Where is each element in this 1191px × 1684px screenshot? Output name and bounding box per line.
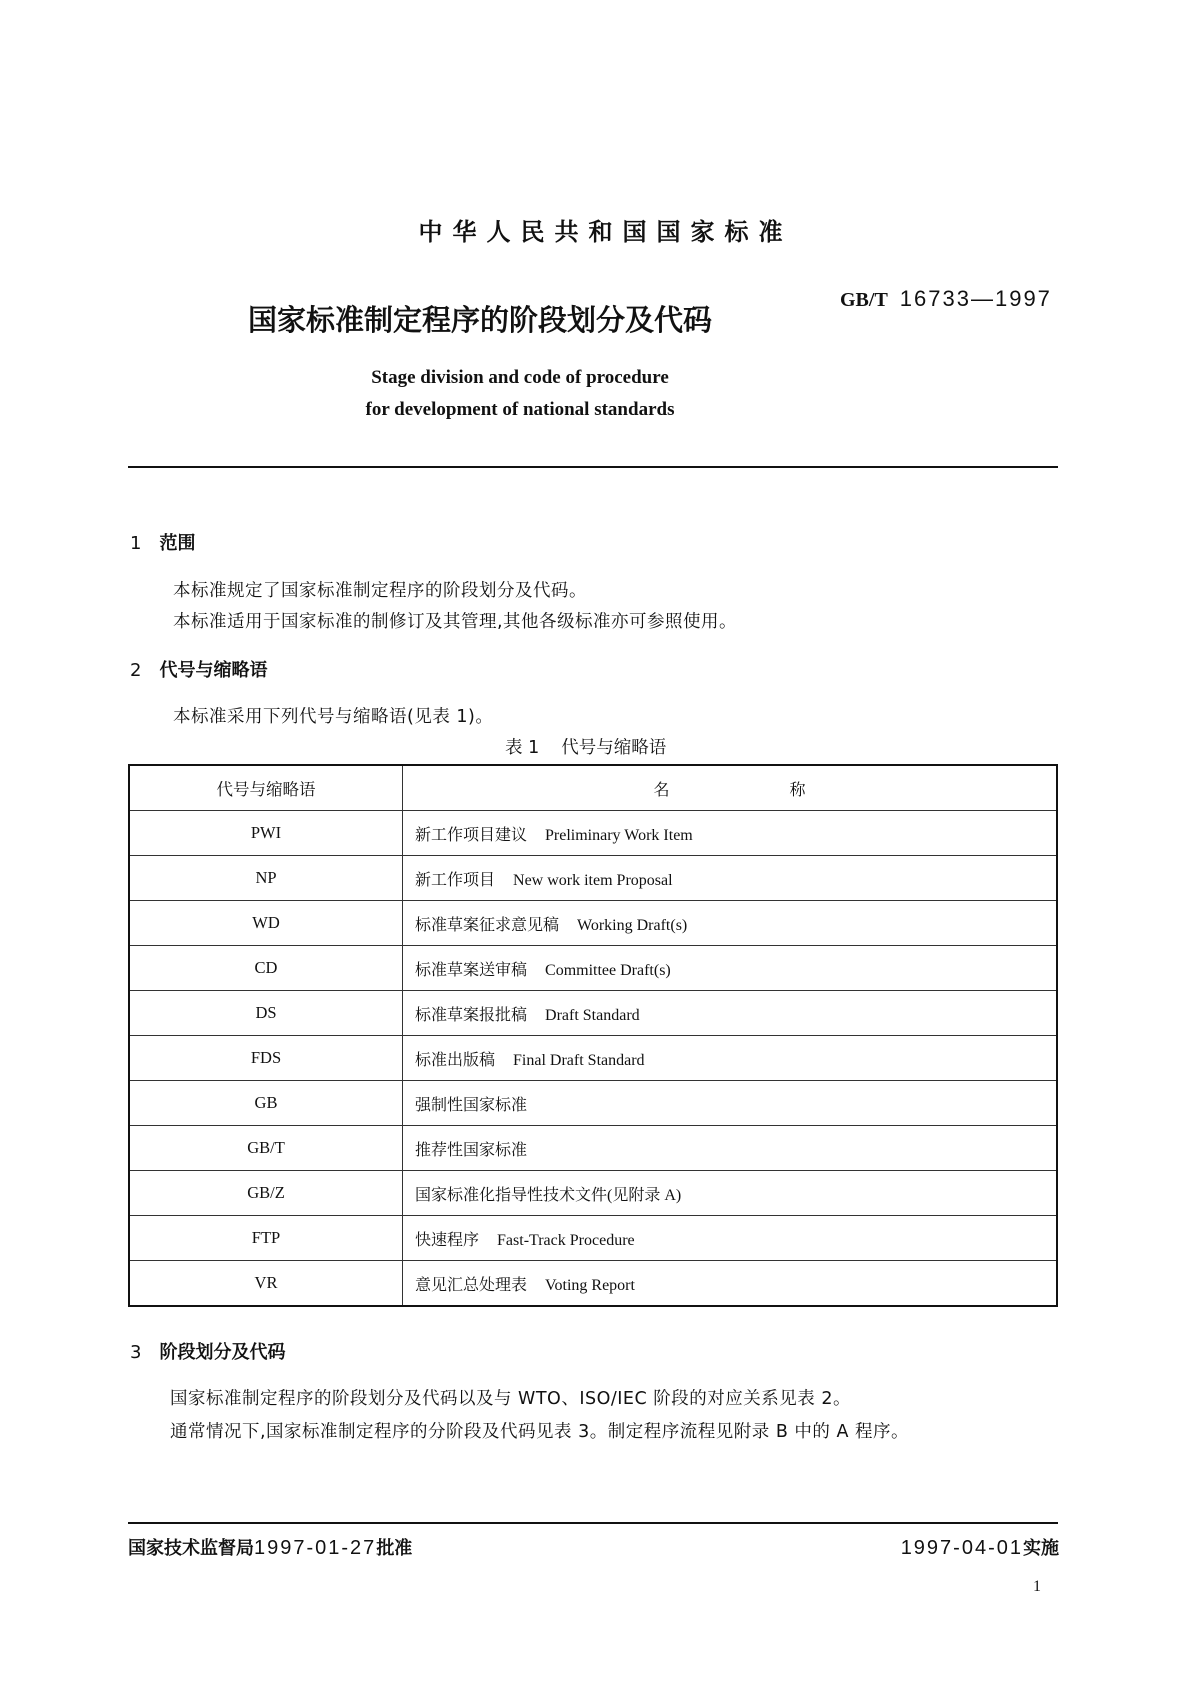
cell-name (403, 811, 1058, 856)
section-1-heading (130, 529, 195, 555)
cell-code: WD (129, 901, 403, 946)
cell-code: FTP (129, 1216, 403, 1261)
effective-line (901, 1534, 1059, 1560)
name-en: Preliminary Work Item (545, 826, 693, 844)
table-row (129, 811, 1057, 856)
name-zh: 强制性国家标准 (415, 1096, 528, 1114)
table-row (129, 991, 1057, 1036)
name-en: New work item Proposal (513, 871, 673, 889)
cell-code: GB/T (129, 1126, 403, 1171)
name-zh: 新工作项目建议 (415, 826, 528, 844)
approving-authority: 国家技术监督局 (128, 1538, 254, 1559)
name-zh: 标准草案报批稿 (415, 1006, 528, 1024)
table-1-caption (505, 734, 666, 759)
cell-code: GB (129, 1081, 403, 1126)
section-title: 阶段划分及代码 (159, 1342, 286, 1363)
title-en-line-1: Stage division and code of procedure (371, 367, 669, 388)
table-row (129, 856, 1057, 901)
section-number: 3 (130, 1342, 142, 1363)
name-zh: 国家标准化指导性技术文件(见附录 A) (415, 1186, 682, 1204)
column-header-code: 代号与缩略语 (129, 765, 403, 811)
name-zh: 意见汇总处理表 (415, 1276, 528, 1294)
name-zh: 新工作项目 (415, 871, 496, 889)
cell-name (403, 1081, 1058, 1126)
table-row (129, 1036, 1057, 1081)
effective-label: 实施 (1023, 1538, 1059, 1559)
name-zh: 标准出版稿 (415, 1051, 496, 1069)
table-caption-title: 代号与缩略语 (561, 738, 667, 758)
table-row (129, 1261, 1057, 1307)
cell-name (403, 1216, 1058, 1261)
section-3-heading (130, 1338, 285, 1364)
name-en: Voting Report (545, 1276, 635, 1294)
table-row (129, 1171, 1057, 1216)
cell-name (403, 946, 1058, 991)
cell-code: GB/Z (129, 1171, 403, 1216)
cell-name (403, 1261, 1058, 1307)
header-divider (128, 466, 1058, 468)
table-row (129, 1216, 1057, 1261)
cell-name (403, 856, 1058, 901)
name-zh: 快速程序 (415, 1231, 480, 1249)
cell-name (403, 1126, 1058, 1171)
header-name-char-1: 名 (653, 781, 670, 799)
cell-name (403, 901, 1058, 946)
approval-line (128, 1534, 412, 1560)
column-header-name (403, 765, 1058, 811)
name-en: Draft Standard (545, 1006, 640, 1024)
section-number: 2 (130, 660, 142, 681)
cell-code: NP (129, 856, 403, 901)
page-number: 1 (1033, 1578, 1041, 1595)
table-row (129, 1126, 1057, 1171)
name-zh: 标准草案送审稿 (415, 961, 528, 979)
cell-code: FDS (129, 1036, 403, 1081)
section-1-paragraph-1: 本标准规定了国家标准制定程序的阶段划分及代码。 (173, 581, 587, 601)
document-title-zh: 国家标准制定程序的阶段划分及代码 (248, 303, 713, 337)
footer-divider (128, 1522, 1058, 1524)
name-en: Final Draft Standard (513, 1051, 645, 1069)
cell-code: DS (129, 991, 403, 1036)
name-en: Committee Draft(s) (545, 961, 671, 979)
name-zh: 标准草案征求意见稿 (415, 916, 560, 934)
table-header-row (129, 765, 1057, 811)
abbreviations-table (128, 764, 1058, 1307)
cell-code: VR (129, 1261, 403, 1307)
table-row (129, 901, 1057, 946)
section-2-paragraph-1: 本标准采用下列代号与缩略语(见表 1)。 (173, 707, 494, 727)
cell-name (403, 1171, 1058, 1216)
section-title: 范围 (159, 533, 196, 554)
table-row (129, 1081, 1057, 1126)
section-title: 代号与缩略语 (159, 660, 268, 681)
section-number: 1 (130, 533, 142, 554)
standard-code: 16733—1997 (899, 286, 1052, 311)
cell-name (403, 991, 1058, 1036)
effective-date: 1997-04-01 (900, 1537, 1023, 1559)
title-en-line-2: for development of national standards (365, 399, 675, 420)
approval-date: 1997-01-27 (254, 1537, 377, 1559)
table-row (129, 946, 1057, 991)
section-3-paragraph-2: 通常情况下,国家标准制定程序的分阶段及代码见表 3。制定程序流程见附录 B 中的 A 程序。 (170, 1422, 909, 1442)
document-title-en (0, 362, 1040, 426)
cell-code: CD (129, 946, 403, 991)
cell-name (403, 1036, 1058, 1081)
table-caption-number: 表 1 (505, 738, 540, 758)
country-title: 中华人民共和国国家标准 (418, 218, 793, 246)
standard-prefix: GB/T (840, 289, 888, 311)
name-en: Working Draft(s) (577, 916, 688, 934)
header-name-char-2: 称 (789, 781, 806, 799)
standard-number (840, 286, 1052, 312)
section-1-paragraph-2: 本标准适用于国家标准的制修订及其管理,其他各级标准亦可参照使用。 (173, 612, 738, 632)
approval-label: 批准 (376, 1538, 413, 1559)
cell-code: PWI (129, 811, 403, 856)
name-en: Fast-Track Procedure (497, 1231, 635, 1249)
section-2-heading (130, 656, 267, 682)
name-zh: 推荐性国家标准 (415, 1141, 528, 1159)
section-3-paragraph-1: 国家标准制定程序的阶段划分及代码以及与 WTO、ISO/IEC 阶段的对应关系见表 2。 (170, 1389, 851, 1409)
